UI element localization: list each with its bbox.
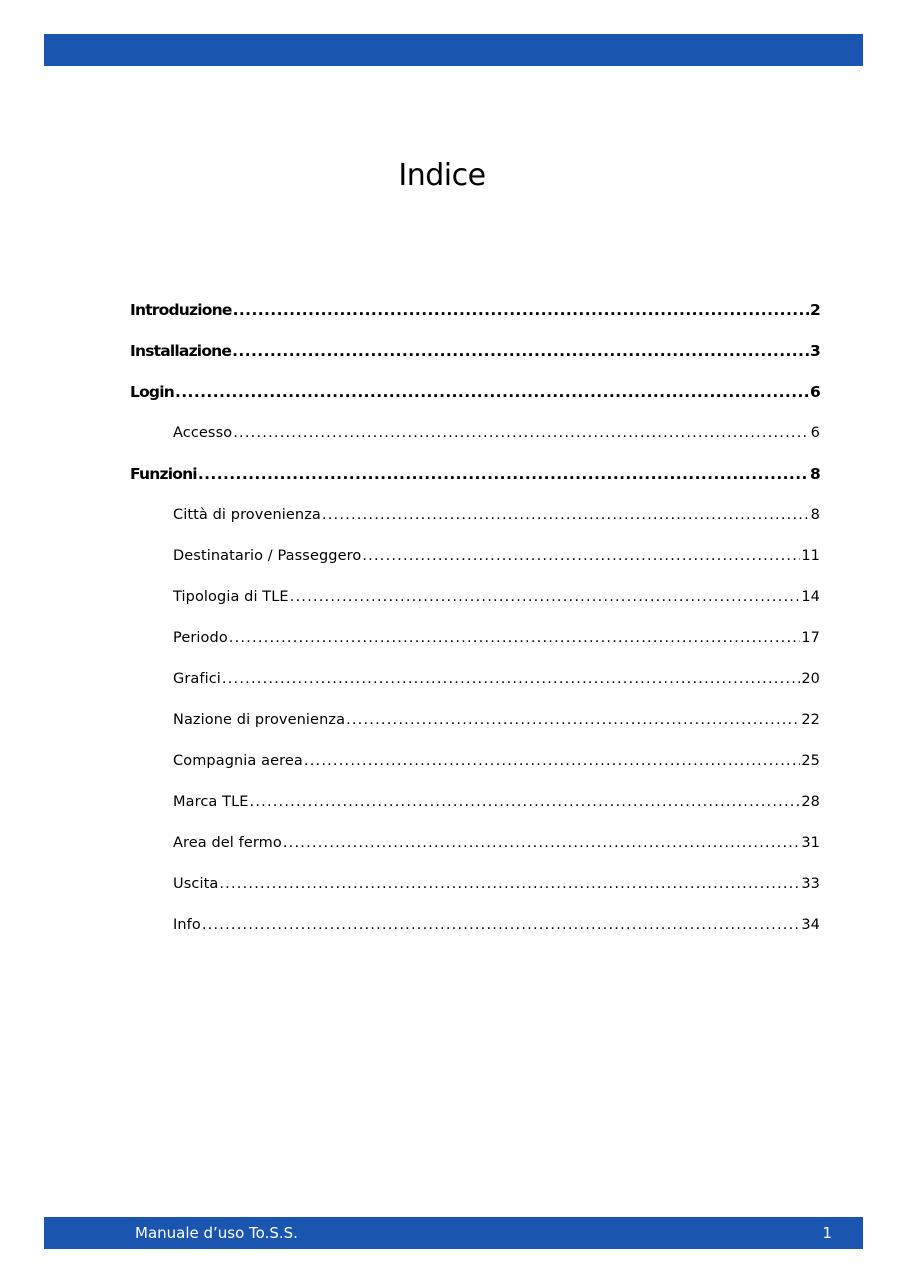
toc-entry-login[interactable] (130, 378, 820, 419)
toc-entry-label: Login (130, 383, 174, 401)
footer-page-number: 1 (822, 1224, 832, 1242)
toc-entry-label: Città di provenienza (173, 507, 321, 523)
toc-dot-leader (250, 788, 801, 816)
toc-entry-label: Compagnia aerea (173, 753, 303, 769)
toc-dot-leader (222, 665, 800, 693)
footer-bar (44, 1217, 863, 1249)
toc-dot-leader (219, 870, 800, 898)
toc-entry-nazione-di-provenienza[interactable] (130, 706, 820, 747)
toc-entry-introduzione[interactable] (130, 296, 820, 337)
toc-entry-label: Introduzione (130, 301, 232, 319)
toc-entry-grafici[interactable] (130, 665, 820, 706)
toc-entry-destinatario-passeggero[interactable] (130, 542, 820, 583)
toc-entry-page: 25 (801, 753, 820, 769)
toc-entry-accesso[interactable] (130, 419, 820, 460)
toc-entry-compagnia-aerea[interactable] (130, 747, 820, 788)
toc-entry-page: 34 (801, 917, 820, 933)
toc-dot-leader (322, 501, 810, 529)
toc-entry-tipologia-di-tle[interactable] (130, 583, 820, 624)
toc-entry-periodo[interactable] (130, 624, 820, 665)
footer-document-title: Manuale d’uso To.S.S. (135, 1224, 298, 1242)
toc-entry-page: 8 (810, 507, 820, 523)
toc-entry-label: Accesso (173, 425, 233, 441)
toc-entry-installazione[interactable] (130, 337, 820, 378)
toc-dot-leader (229, 624, 801, 652)
toc-entry-label: Destinatario / Passeggero (173, 548, 362, 564)
toc-dot-leader (198, 460, 809, 488)
table-of-contents (130, 296, 820, 952)
toc-dot-leader (232, 337, 809, 365)
toc-entry-label: Area del fermo (173, 835, 282, 851)
toc-entry-info[interactable] (130, 911, 820, 952)
toc-entry-citta-di-provenienza[interactable] (130, 501, 820, 542)
toc-entry-label: Nazione di provenienza (173, 712, 346, 728)
toc-entry-label: Grafici (173, 671, 221, 687)
toc-entry-page: 31 (801, 835, 820, 851)
toc-entry-page: 33 (801, 876, 820, 892)
toc-entry-page: 6 (810, 383, 820, 401)
toc-entry-uscita[interactable] (130, 870, 820, 911)
header-bar (44, 34, 863, 66)
toc-dot-leader (304, 747, 800, 775)
toc-entry-page: 28 (801, 794, 820, 810)
toc-entry-funzioni[interactable] (130, 460, 820, 501)
toc-entry-page: 2 (810, 301, 820, 319)
page-title: Indice (398, 158, 486, 193)
toc-entry-page: 3 (810, 342, 820, 360)
toc-dot-leader (233, 296, 809, 324)
toc-entry-label: Funzioni (130, 465, 197, 483)
toc-entry-marca-tle[interactable] (130, 788, 820, 829)
toc-dot-leader (346, 706, 800, 734)
toc-entry-page: 20 (801, 671, 820, 687)
toc-entry-label: Periodo (173, 630, 228, 646)
toc-dot-leader (283, 829, 800, 857)
toc-dot-leader (290, 583, 801, 611)
toc-entry-page: 14 (801, 589, 820, 605)
toc-entry-page: 22 (801, 712, 820, 728)
toc-entry-page: 11 (801, 548, 820, 564)
toc-entry-label: Tipologia di TLE (173, 589, 289, 605)
toc-dot-leader (175, 378, 809, 406)
toc-dot-leader (362, 542, 800, 570)
toc-entry-page: 8 (810, 465, 820, 483)
toc-dot-leader (202, 911, 801, 939)
toc-dot-leader (233, 419, 809, 447)
toc-entry-area-del-fermo[interactable] (130, 829, 820, 870)
toc-entry-label: Installazione (130, 342, 232, 360)
toc-entry-page: 17 (801, 630, 820, 646)
toc-entry-label: Uscita (173, 876, 219, 892)
toc-entry-label: Info (173, 917, 201, 933)
toc-entry-page: 6 (810, 425, 820, 441)
toc-entry-label: Marca TLE (173, 794, 249, 810)
